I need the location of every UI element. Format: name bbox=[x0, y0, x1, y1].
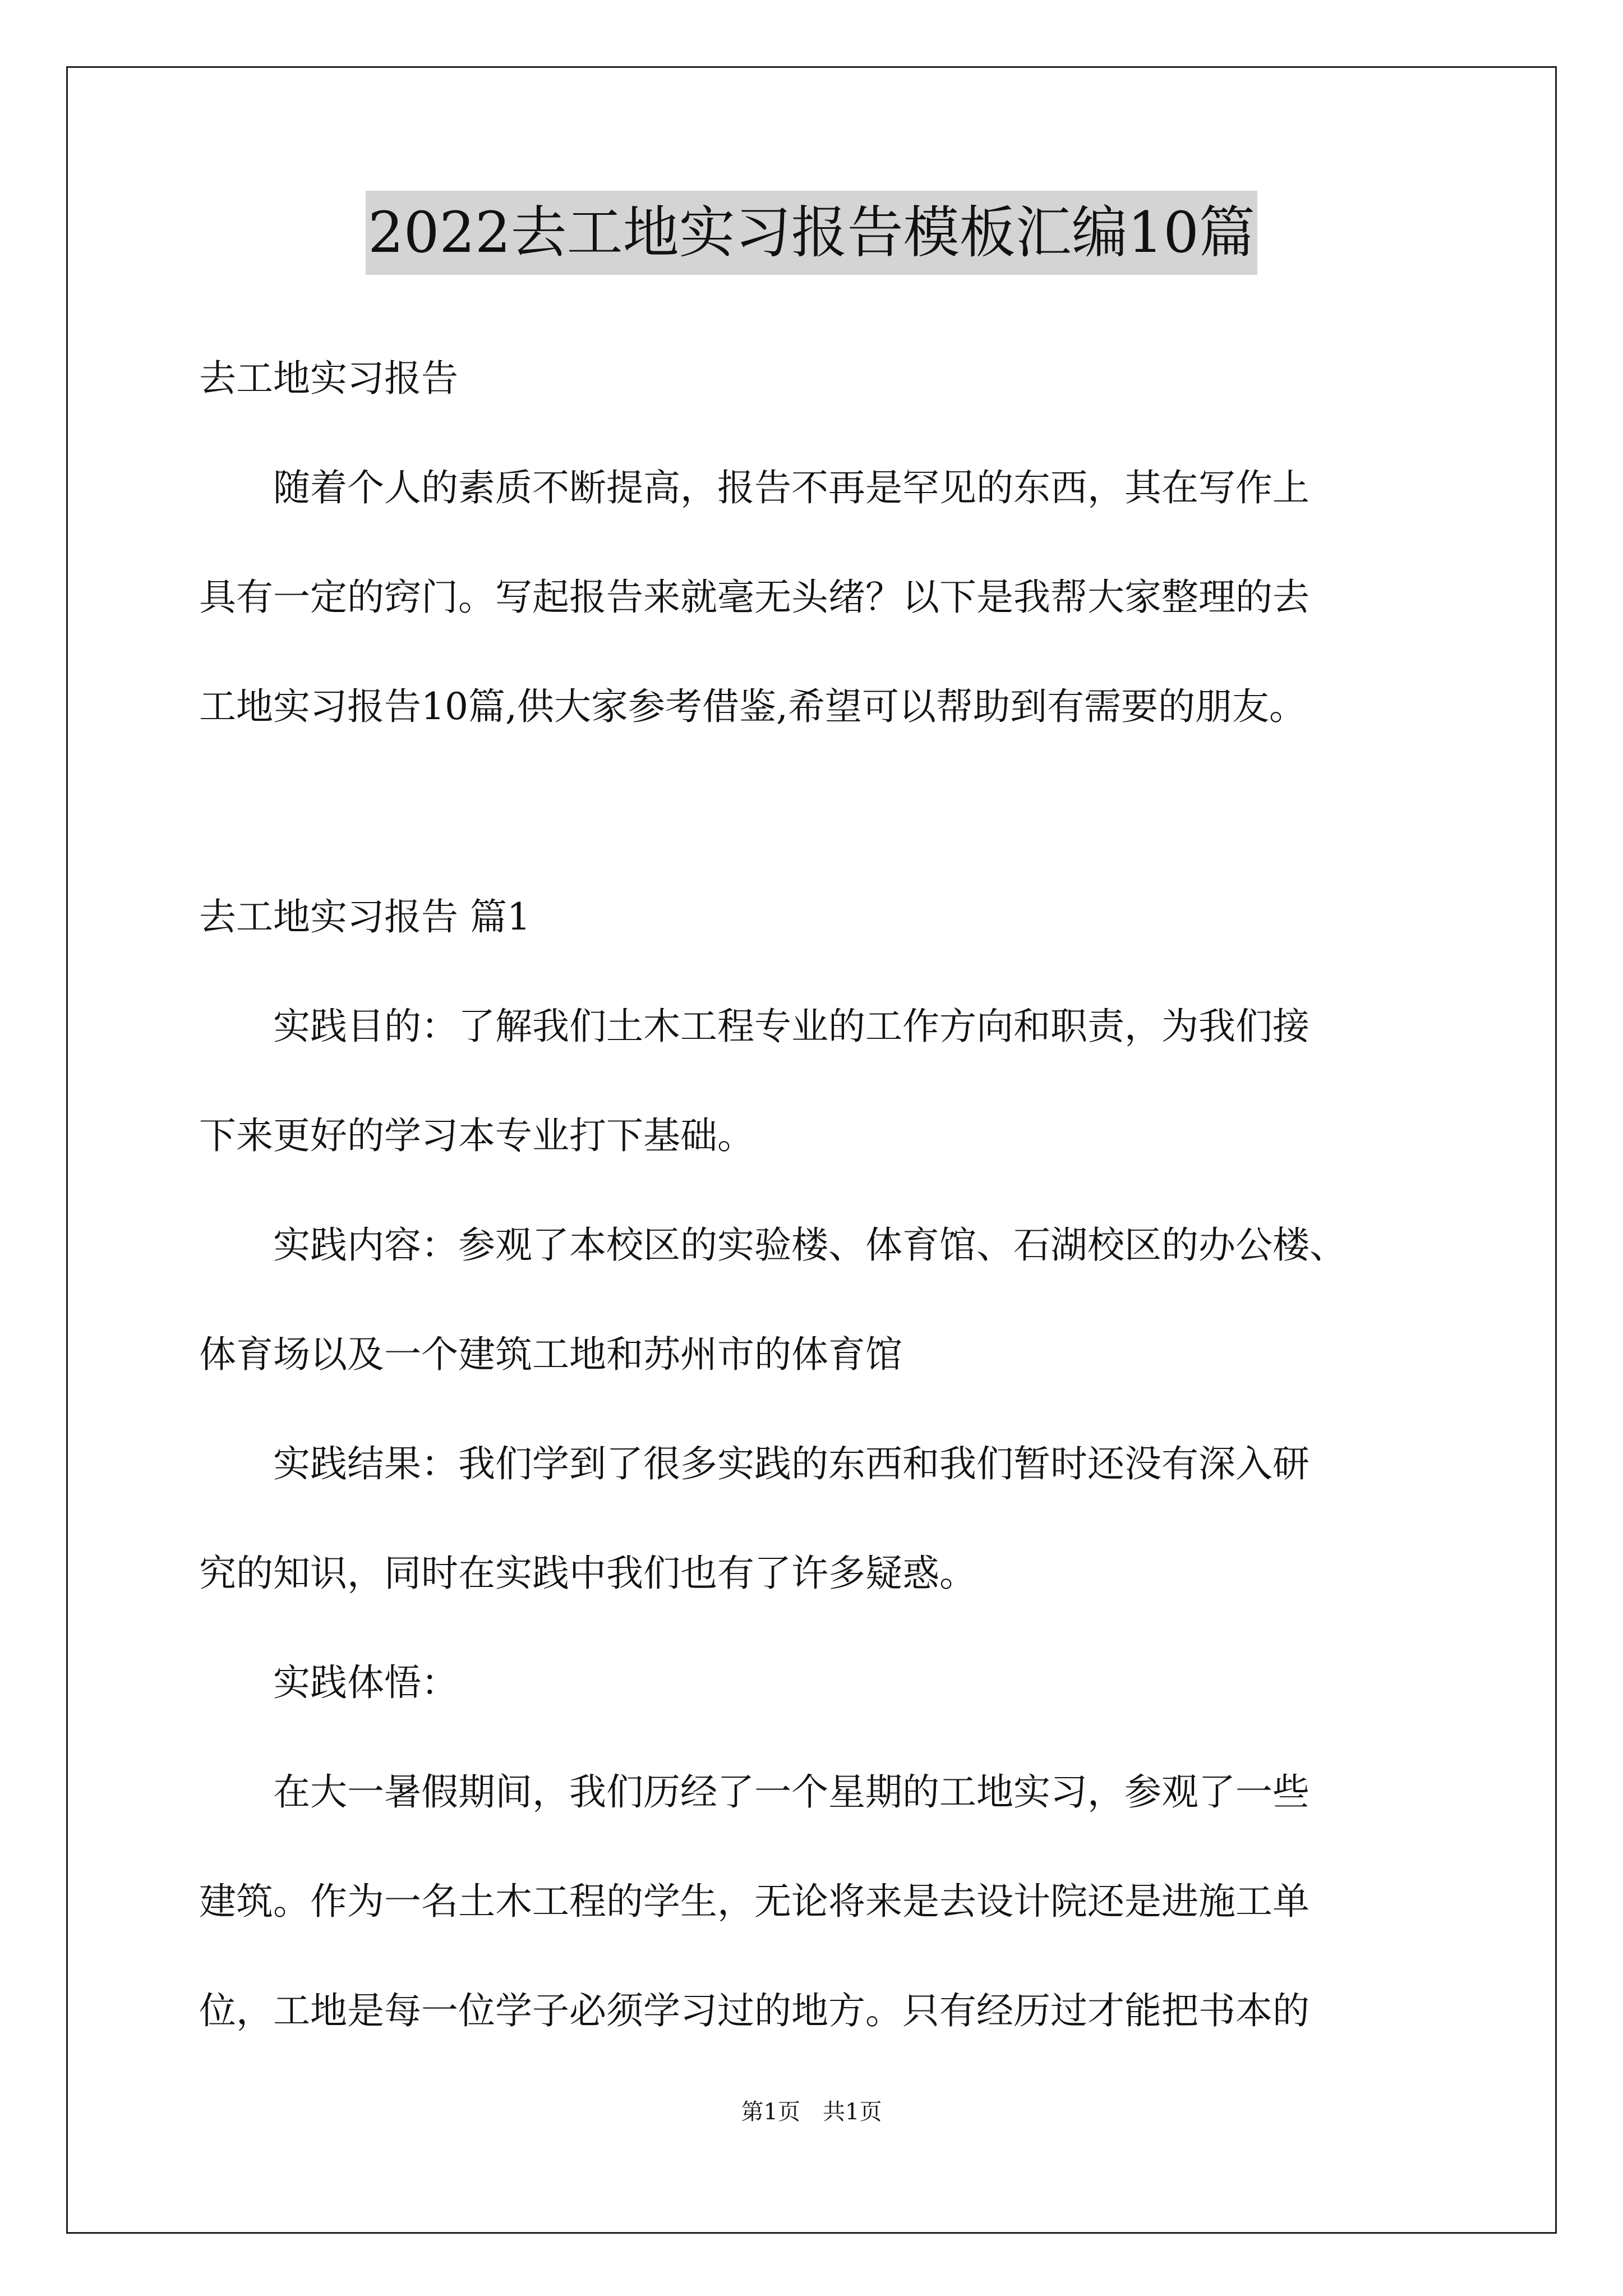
body-line-5: 实践结果：我们学到了很多实践的东西和我们暂时还没有深入研 bbox=[199, 1442, 1310, 1485]
body-line-3: 实践内容：参观了本校区的实验楼、体育馆、石湖校区的办公楼、 bbox=[199, 1223, 1347, 1267]
body-line-8: 在大一暑假期间，我们历经了一个星期的工地实习，参观了一些 bbox=[199, 1770, 1310, 1814]
document-subtitle: 去工地实习报告 bbox=[199, 357, 458, 400]
body-line-9: 建筑。作为一名土木工程的学生，无论将来是去设计院还是进施工单 bbox=[199, 1880, 1310, 1923]
title-container bbox=[0, 191, 1623, 275]
body-line-1: 实践目的：了解我们土木工程专业的工作方向和职责，为我们接 bbox=[199, 1005, 1310, 1048]
body-line-4: 体育场以及一个建筑工地和苏州市的体育馆 bbox=[199, 1333, 902, 1376]
body-line-6: 究的知识，同时在实践中我们也有了许多疑惑。 bbox=[199, 1552, 976, 1595]
intro-line-3: 工地实习报告10篇,供大家参考借鉴,希望可以帮助到有需要的朋友。 bbox=[199, 685, 1306, 728]
body-line-7: 实践体悟： bbox=[199, 1661, 458, 1704]
section-heading: 去工地实习报告 篇1 bbox=[199, 895, 531, 938]
intro-line-1: 随着个人的素质不断提高，报告不再是罕见的东西，其在写作上 bbox=[199, 466, 1310, 509]
document-title: 2022去工地实习报告模板汇编10篇 bbox=[366, 191, 1257, 275]
body-line-2: 下来更好的学习本专业打下基础。 bbox=[199, 1114, 754, 1157]
intro-line-2: 具有一定的窍门。写起报告来就毫无头绪？以下是我帮大家整理的去 bbox=[199, 576, 1310, 619]
body-line-10: 位，工地是每一位学子必须学习过的地方。只有经历过才能把书本的 bbox=[199, 1989, 1310, 2032]
page-footer: 第1页 共1页 bbox=[741, 2099, 882, 2125]
